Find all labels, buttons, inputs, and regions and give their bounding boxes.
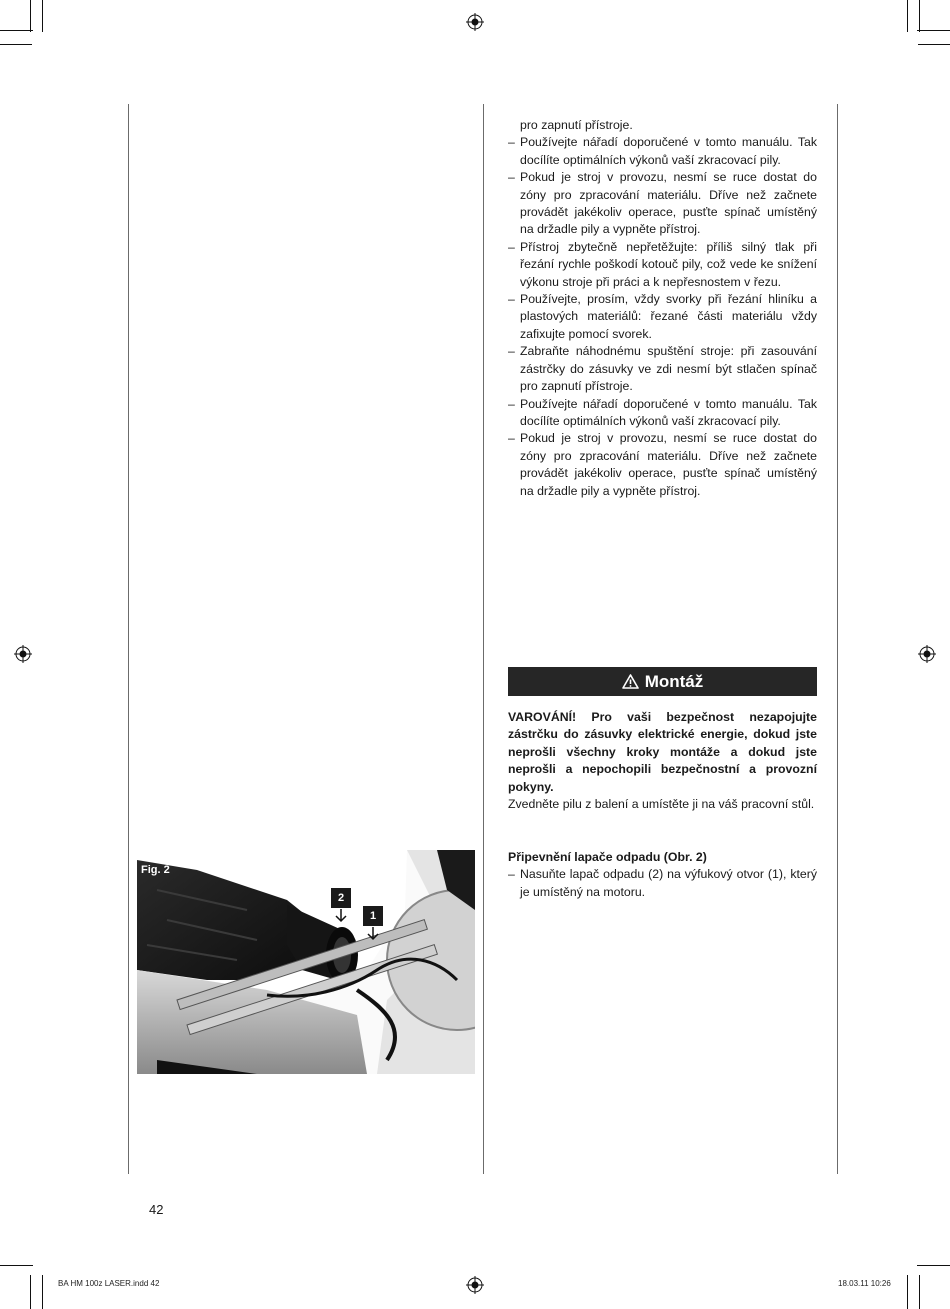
callout-2: 2 xyxy=(331,888,351,908)
column-rule-middle xyxy=(483,104,484,1174)
list-item: – Používejte nářadí doporučené v tomto manuálu. Tak docílíte optimálních výkonů vaší zkracovací pily. xyxy=(508,135,817,167)
list-item: – Pokud je stroj v provozu, nesmí se ruce dostat do zóny pro zpracování materiálu. Dříve než začnete provádět jakékoliv operace, pusťte spínač umístěný na držadle pily a vypněte přístroj. xyxy=(508,431,817,498)
crop-mark xyxy=(907,1275,908,1309)
list-item: – Pokud je stroj v provozu, nesmí se ruce dostat do zóny pro zpracování materiálu. Dříve než začnete provádět jakékoliv operace, pusťte spínač umístěný na držadle pily a vypněte přístroj. xyxy=(508,170,817,237)
warning-bold-text: VAROVÁNÍ! Pro vaši bezpečnost nezapojujte zástrčku do zásuvky elektrické energie, dokud jste neprošli všechny kroky montáže a dokud jste neprošli a nepochopili bezpečnostní a provozní pokyny. xyxy=(508,710,817,794)
crop-mark xyxy=(30,0,31,32)
registration-mark-icon xyxy=(14,645,32,663)
crop-mark xyxy=(42,0,43,32)
list-item: – Přístroj zbytečně nepřetěžujte: příliš silný tlak při řezání rychle poškodí kotouč pily, což vede ke snížení výkonu stroje při práci a k nepřesnostem v řezu. xyxy=(508,239,817,289)
crop-mark xyxy=(917,1265,950,1266)
instruction-list xyxy=(508,117,817,500)
registration-mark-icon xyxy=(466,13,484,31)
column-rule-left xyxy=(128,104,129,1174)
section-heading-text: Montáž xyxy=(644,671,704,691)
warning-paragraph xyxy=(508,709,817,813)
miter-saw-illustration xyxy=(137,850,475,1074)
list-item: – Nasuňte lapač odpadu (2) na výfukový otvor (1), který je umístěný na motoru. xyxy=(508,867,817,899)
warning-normal-text: Zvedněte pilu z balení a umístěte ji na váš pracovní stůl. xyxy=(508,797,815,812)
subsection-title: Připevnění lapače odpadu (Obr. 2) xyxy=(508,850,707,864)
crop-mark xyxy=(42,1275,43,1309)
arrow-down-icon xyxy=(334,909,348,923)
list-item: – Zabraňte náhodnému spuštění stroje: při zasouvání zástrčky do zásuvky ve zdi nesmí být stlačen spínač pro zapnutí přístroje. xyxy=(508,344,817,394)
crop-mark xyxy=(917,30,950,31)
registration-mark-icon xyxy=(466,1276,484,1294)
slug-right: 18.03.11 10:26 xyxy=(838,1279,891,1288)
crop-mark xyxy=(0,1265,33,1266)
arrow-down-icon xyxy=(366,927,380,941)
crop-mark xyxy=(907,0,908,32)
warning-triangle-icon xyxy=(622,674,639,689)
callout-1: 1 xyxy=(363,906,383,926)
list-item: – Používejte, prosím, vždy svorky při řezání hliníku a plastových materiálů: řezané části materiálu vždy zafixujte pomocí svorek. xyxy=(508,292,817,341)
section-heading-assembly xyxy=(508,667,817,696)
list-item: pro zapnutí přístroje. xyxy=(520,118,633,132)
crop-mark xyxy=(30,1275,31,1309)
dust-bag-section xyxy=(508,849,817,901)
crop-mark xyxy=(919,0,920,32)
list-item: – Používejte nářadí doporučené v tomto manuálu. Tak docílíte optimálních výkonů vaší zkracovací pily. xyxy=(508,396,817,428)
column-rule-right xyxy=(837,104,838,1174)
figure-label: Fig. 2 xyxy=(141,864,170,876)
figure-photo xyxy=(137,850,475,1074)
crop-mark xyxy=(0,30,33,31)
crop-mark xyxy=(919,1275,920,1309)
page-number: 42 xyxy=(149,1202,164,1217)
slug-left: BA HM 100z LASER.indd 42 xyxy=(58,1279,160,1288)
registration-mark-icon xyxy=(918,645,936,663)
crop-mark xyxy=(918,44,950,45)
crop-mark xyxy=(0,44,32,45)
